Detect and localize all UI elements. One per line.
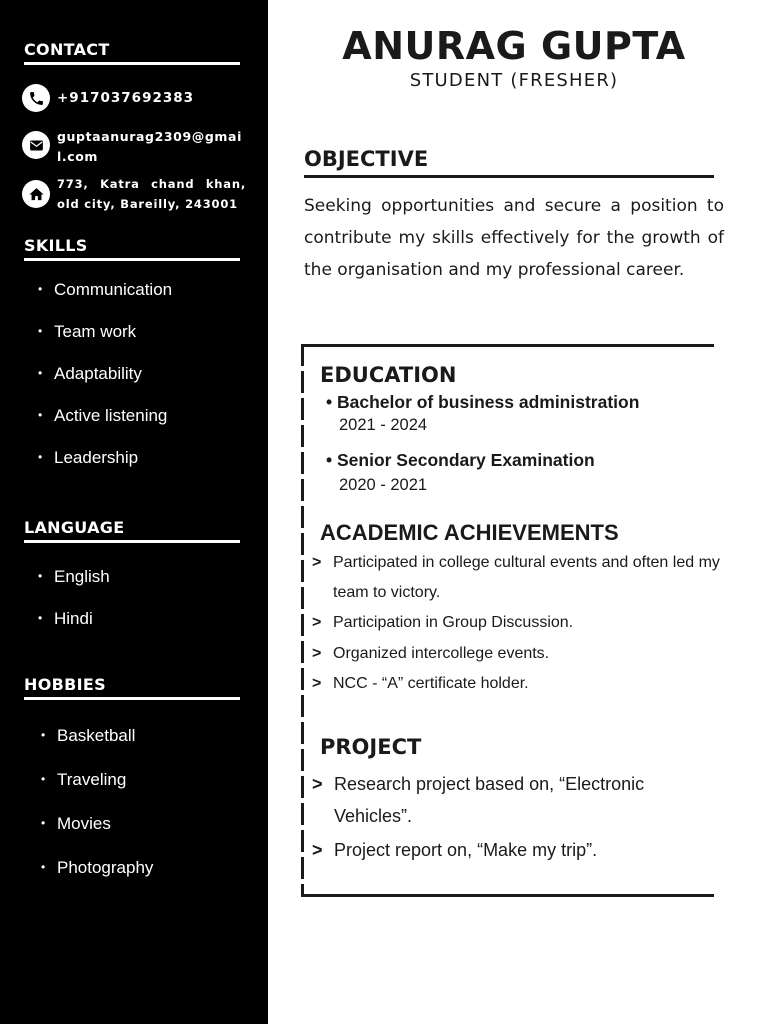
- hobbies-list: [41, 726, 153, 878]
- candidate-role: STUDENT (FRESHER): [409, 70, 619, 91]
- phone-icon: [22, 84, 50, 112]
- home-icon: [22, 180, 50, 208]
- skills-heading: SKILLS: [24, 236, 240, 261]
- skill-item: • Active listening: [38, 406, 172, 426]
- objective-heading: OBJECTIVE: [304, 146, 714, 178]
- achievement-item: [312, 669, 752, 699]
- address-text: 773, Katra chand khan, old city, Bareilly, 243001: [57, 177, 246, 211]
- project-item: [312, 834, 692, 866]
- language-list: [38, 567, 110, 629]
- skill-item: • Adaptability: [38, 364, 172, 384]
- arrow-marker-icon: >: [312, 614, 322, 631]
- hobby-item: • Movies: [41, 814, 153, 834]
- section-box-bottom-rule: [302, 894, 714, 897]
- skill-item: • Leadership: [38, 448, 172, 468]
- education-years: 2020 - 2021: [339, 476, 428, 494]
- language-item: • English: [38, 567, 110, 587]
- achievements-heading: ACADEMIC ACHIEVEMENTS: [320, 520, 619, 545]
- hobbies-heading: HOBBIES: [24, 675, 240, 700]
- education-degree: • Senior Secondary Examination: [326, 450, 595, 470]
- contact-phone: [22, 84, 246, 112]
- hobby-item: • Photography: [41, 858, 153, 878]
- education-degree: • Bachelor of business administration: [326, 392, 640, 412]
- sidebar: [0, 0, 268, 1024]
- language-item: • Hindi: [38, 609, 110, 629]
- project-item: [312, 768, 692, 832]
- objective-text: Seeking opportunities and secure a position to contribute my skills effectively for the growth of the organisation and my professional career.: [304, 196, 724, 280]
- skill-item: • Communication: [38, 280, 172, 300]
- section-box-top-rule: [302, 344, 714, 347]
- education-heading: EDUCATION: [320, 363, 457, 387]
- contact-heading: CONTACT: [24, 40, 240, 65]
- achievement-text: Participated in college cultural events and often led my team to victory.: [333, 554, 720, 601]
- skills-list: [38, 280, 172, 468]
- phone-number: +917037692383: [57, 90, 195, 106]
- achievement-text: NCC - “A” certificate holder.: [333, 675, 529, 692]
- email-address: guptaanurag2309@gmail.com: [57, 129, 242, 164]
- achievement-text: Organized intercollege events.: [333, 645, 550, 662]
- achievement-item: [312, 548, 752, 608]
- hobby-item: • Traveling: [41, 770, 153, 790]
- achievement-text: Participation in Group Discussion.: [333, 614, 574, 631]
- hobby-item: • Basketball: [41, 726, 153, 746]
- arrow-marker-icon: >: [312, 774, 323, 794]
- contact-email: [22, 127, 246, 167]
- project-text: Research project based on, “Electronic Vehicles”.: [334, 774, 645, 826]
- section-box-dashed-rule: [301, 344, 304, 897]
- arrow-marker-icon: >: [312, 840, 323, 860]
- education-years: 2021 - 2024: [339, 416, 428, 434]
- arrow-marker-icon: >: [312, 554, 322, 571]
- project-text: Project report on, “Make my trip”.: [334, 840, 598, 860]
- candidate-name: ANURAG GUPTA: [342, 24, 686, 68]
- achievement-item: [312, 608, 752, 638]
- language-heading: LANGUAGE: [24, 518, 240, 543]
- achievement-item: [312, 639, 752, 669]
- mail-icon: [22, 131, 50, 159]
- arrow-marker-icon: >: [312, 675, 322, 692]
- skill-item: • Team work: [38, 322, 172, 342]
- arrow-marker-icon: >: [312, 645, 322, 662]
- contact-address: [22, 174, 246, 214]
- project-heading: PROJECT: [320, 735, 422, 759]
